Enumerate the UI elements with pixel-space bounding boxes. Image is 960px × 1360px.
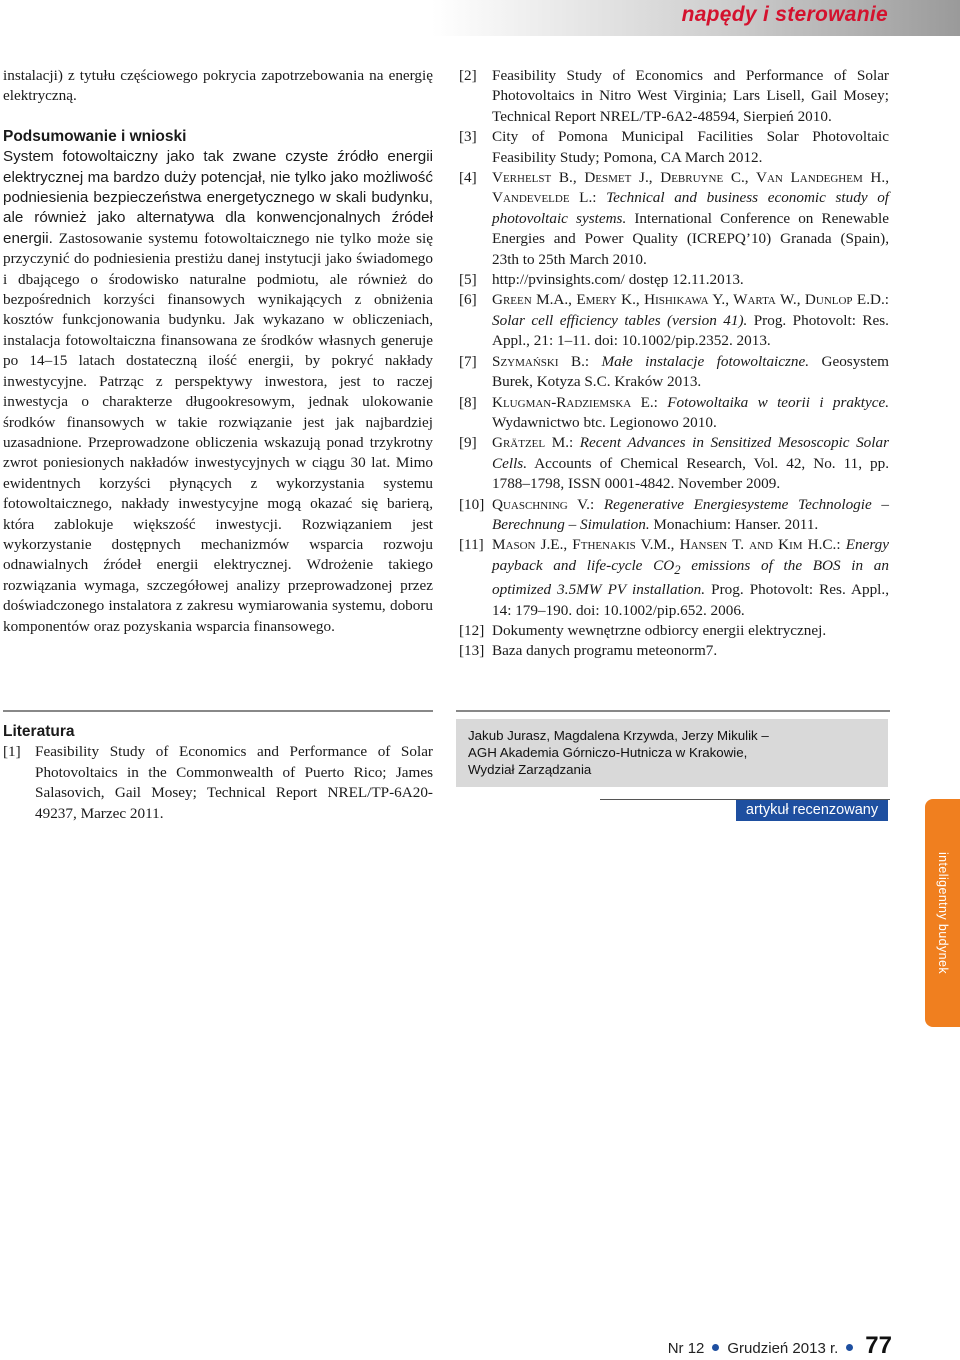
reference-text: Baza danych programu meteonorm7. [492, 642, 718, 660]
reference-9 [459, 433, 889, 494]
left-column [3, 66, 433, 637]
reference-authors: Grätzel M.: [492, 434, 574, 452]
reference-8 [459, 393, 889, 434]
reference-number: [1] [3, 743, 21, 761]
reference-number: [10] [459, 495, 485, 513]
reference-title: Recent Advances in Sensitized Mesoscopic Solar Cells. [492, 434, 889, 472]
reference-6 [459, 290, 889, 351]
reference-number: [12] [459, 622, 485, 639]
reference-number: [7] [459, 352, 477, 370]
literature-section [3, 722, 433, 824]
references-column [459, 66, 889, 662]
reference-details: Monachium: Hanser. 2011. [649, 515, 819, 533]
reference-text: Dokumenty wewnętrzne odbiorcy energii elektrycznej. [492, 622, 827, 639]
reference-title-part: emissions of the BOS in an optimized 3.5MW PV installation. [492, 556, 889, 599]
reference-text [492, 433, 889, 494]
reference-title: Małe instalacje fotowoltaiczne. [589, 352, 810, 370]
bullet-icon [846, 1344, 853, 1351]
reference-3 [459, 127, 889, 168]
page-number: 77 [865, 1332, 892, 1359]
reference-authors: Szymański B.: [492, 352, 590, 370]
subscript: 2 [674, 562, 681, 577]
literature-rule [3, 710, 433, 712]
bullet-icon [712, 1344, 719, 1351]
reference-text [492, 290, 889, 351]
reference-12 [459, 621, 889, 641]
review-badge: artykuł recenzowany [736, 800, 888, 821]
reference-details: Prog. Photovolt: Res. Appl., 14: 179–190. doi: 10.1002/pip.652. 2006. [492, 581, 889, 619]
reference-details: Geosystem Burek, Kotyza S.C. Kraków 2013. [492, 352, 889, 391]
reference-text: http://pvinsights.com/ dostęp 12.11.2013. [492, 271, 744, 289]
reference-title-part: Energy payback and life-cycle CO [492, 536, 889, 574]
reference-text [492, 393, 889, 434]
reference-text: Feasibility Study of Economics and Performance of Solar Photovoltaics in Nitro West Virginia; Lars Lisell, Gail Mosey; Technical Report NREL/TP-6A2-48594, Sierpień 2010. [492, 67, 889, 125]
reference-13 [459, 641, 889, 661]
author-department: Wydział Zarządzania [468, 762, 592, 777]
reference-7 [459, 352, 889, 393]
reference-details: Accounts of Chemical Research, Vol. 42, No. 11, pp. 1788–1798, ISSN 0001-4842. November 2009. [492, 454, 889, 493]
reference-number: [5] [459, 271, 477, 289]
conclusions-lead-text: System fotowoltaiczny jako tak zwane czyste źródło energii elektrycznej ma bardzo duży potencjał, nie tylko jako możliwość podniesienia bezpieczeństwa energetycznego w skali budynku, ale również jako alternatywa dla konwencjonalnych źródeł energii. [3, 148, 433, 247]
reference-number: [4] [459, 169, 477, 187]
reference-4 [459, 168, 889, 270]
reference-number: [11] [459, 536, 484, 554]
reference-title: Solar cell efficiency tables (version 41). [492, 311, 748, 329]
reference-title: Fotowoltaika w teorii i praktyce. [657, 393, 890, 411]
reference-text: Feasibility Study of Economics and Performance of Solar Photovoltaics in the Commonwealth of Puerto Rico; James Salasovich, Gail Mosey; Technical Report NREL/TP-6A20-49237, Marzec 2011. [35, 743, 433, 822]
author-affiliation: AGH Akademia Górniczo-Hutnicza w Krakowie, [468, 745, 748, 760]
reference-number: [3] [459, 128, 477, 146]
page-footer [668, 1332, 892, 1360]
intro-paragraph: instalacji) z tytułu częściowego pokrycia zapotrzebowania na energię elektryczną. [3, 67, 433, 105]
issue-number: Nr 12 [667, 1340, 705, 1357]
reference-number: [9] [459, 434, 477, 452]
reference-text: City of Pomona Municipal Facilities Solar Photovoltaic Feasibility Study; Pomona, CA March 2012. [492, 128, 889, 166]
reference-text [492, 352, 889, 393]
reference-text [492, 168, 889, 270]
reference-authors: Quaschning V.: [492, 495, 595, 513]
conclusions-heading: Podsumowanie i wnioski [3, 127, 187, 145]
reference-5 [459, 270, 889, 290]
reference-text [492, 535, 889, 621]
reference-number: [2] [459, 67, 477, 84]
conclusions-paragraph [3, 147, 433, 637]
side-tab-label: inteligentny budynek [935, 852, 950, 974]
author-rule [456, 710, 890, 712]
reference-number: [13] [459, 642, 485, 660]
reference-details: International Conference on Renewable Energies and Power Quality (ICREPQ’10) Granada (Spain), 23th to 25th March 2010. [492, 209, 889, 268]
issue-date: Grudzień 2013 r. [727, 1340, 839, 1357]
reference-authors: Mason J.E., Fthenakis V.M., Hansen T. and Kim H.C.: [492, 536, 841, 554]
conclusions-body-text: Zastosowanie systemu fotowoltaicznego nie tylko może się przyczynić do podniesienia prestiżu danej instytucji jako świadomego i dbającego o środowisko naturalne podmiotu, ale również do bezpośrednich korzyści finansowych wynikających z obniżenia kosztów funkcjonowania budynku. Jak wykazano w obliczeniach, instalacja fotowoltaiczna finansowana ze środków własnych generuje po 14–15 latach dostateczną ilość energii, by pokryć nakłady inwestycyjne. Patrząc z perspektywy inwestora, jest to raczej inwestycja o charakterze długookresowym, jednak ulokowanie środków finansowych w takie rozwiązanie jest jak najbardziej uzasadnione. Przeprowadzone obliczenia wskazują ponad trzykrotny zwrot poniesionych nakładów inwestycyjnych w ciągu 30 lat. Mimo ewidentnych korzyści płynących z wykorzystania systemu fotowoltaicznego, nakłady inwestycyjne mogą okazać się barierą, która zablokuje większość inwestycji. Rozwiązaniem jest wykorzystanie dostępnych mechanizmów wsparcia rozwoju odnawialnych źródeł energii elektrycznej. Wdrożenie takiego rozwiązania wymaga, szczegółowej analizy przeprowadzonej przez doświadczonego instalatora z zakresu wymiarowania systemu, doboru komponentów oraz pozyskania wsparcia finansowego. [3, 229, 433, 635]
reference-11 [459, 535, 889, 621]
reference-authors: Green M.A., Emery K., Hishikawa Y., Warta W., Dunlop E.D.: [492, 291, 889, 309]
author-box [456, 719, 888, 787]
reference-authors: Verhelst B., Desmet J., Debruyne C., Van Landeghem H., Vandevelde L.: [492, 169, 889, 207]
side-tab [925, 799, 960, 1027]
reference-number: [6] [459, 291, 477, 309]
reference-details: Prog. Photovolt: Res. Appl., 21: 1–11. doi: 10.1002/pip.2352. 2013. [492, 311, 889, 350]
reference-1 [3, 742, 433, 824]
reference-details: Wydawnictwo btc. Legionowo 2010. [492, 413, 717, 431]
reference-number: [8] [459, 393, 477, 411]
reference-text [492, 495, 889, 536]
reference-title: Technical and business economic study of photovoltaic systems. [492, 189, 890, 227]
reference-10 [459, 495, 889, 536]
reference-authors: Klugman-Radziemska E.: [492, 393, 658, 411]
section-title: napędy i sterowanie [681, 3, 888, 26]
reference-title: Regenerative Energiesysteme Technologie – Berechnung – Simulation. [492, 495, 889, 533]
reference-2 [459, 66, 889, 127]
author-names: Jakub Jurasz, Magdalena Krzywda, Jerzy Mikulik – [468, 728, 769, 743]
literature-heading: Literatura [3, 723, 75, 740]
